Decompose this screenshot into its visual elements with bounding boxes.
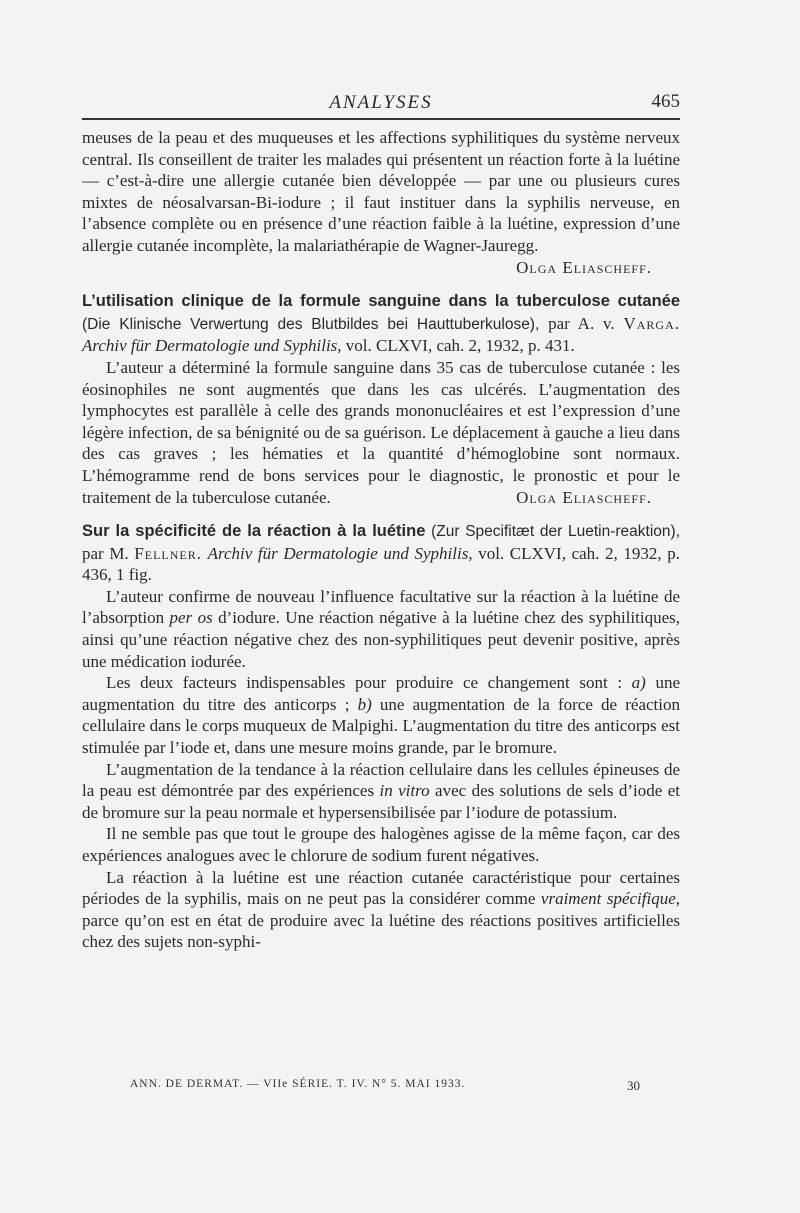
article-heading: [82, 290, 680, 357]
paragraph-text: d’iodure. Une réaction négative à la luétine chez des syphilitiques, ainsi qu’une réaction négative chez des non-syphilitiques peut devenir positive, après une médication iodurée.: [82, 608, 680, 671]
running-title: ANALYSES: [329, 92, 433, 113]
paragraph-text: avec des solutions de sels d’iode et de bromure sur la peau normale et hypersensibilisée par l’iodure de potassium.: [82, 781, 680, 822]
page-body: [82, 127, 680, 953]
author-signature: Olga Eliascheff.: [516, 257, 652, 277]
paragraph-text: L’auteur confirme de nouveau l’influence facultative sur la réaction à la luétine de l’absorption: [82, 586, 680, 628]
author-signature: Olga Eliascheff.: [516, 487, 652, 507]
emphasis: vraiment spécifique,: [540, 889, 680, 909]
article-luetin-specificity: [82, 520, 680, 953]
article-paragraph: Il ne semble pas que tout le groupe des halogènes agisse de la même façon, car des expériences analogues avec le chlorure de sodium furent négatives.: [82, 824, 680, 865]
article-blood-formula: [82, 290, 680, 508]
citation: vol. CLXVI, cah. 2, 1932, p. 431.: [345, 336, 575, 356]
paragraph-text: La réaction à la luétine est une réaction cutanée caractéristique pour certaines périodes de la syphilis, mais on ne peut pas la considérer comme: [82, 867, 680, 909]
emphasis: per os: [169, 608, 213, 628]
paragraph-text: Les deux facteurs indispensables pour produire ce changement sont :: [106, 673, 632, 693]
journal-issue-line: ANN. DE DERMAT. — VIIe SÉRIE. T. IV. N° 5. MAI 1933.: [130, 1078, 466, 1090]
paragraph-text: une augmentation du titre des anticorps ;: [82, 673, 680, 714]
intro-paragraph: meuses de la peau et des muqueuses et les affections syphilitiques du système nerveux central. Ils conseillent de traiter les malades qui présentent un réaction forte à la luétine — c’est-à-dire une allergie cutanée bien développée — par une ou plusieurs cures mixtes de néosalvarsan-Bi-iodure ; il faut instituer dans la syphilis nerveuse, en l’absence complète ou en présence d’une réaction faible à la luétine, expression d’une allergie cutanée incomplète, la malariathérapie de Wagner-Jauregg.: [82, 128, 680, 255]
page-footer: [130, 1078, 640, 1093]
article-author: Varga.: [623, 313, 680, 333]
article-title: L’utilisation clinique de la formule sanguine dans la tuberculose cutanée: [82, 292, 680, 311]
page-number: 465: [651, 91, 680, 112]
article-paragraph: [82, 672, 680, 758]
article-paragraph: [82, 586, 680, 672]
by-label: par A. v.: [548, 313, 615, 333]
article-heading: [82, 520, 680, 586]
by-label: par M.: [82, 543, 129, 563]
emphasis: a): [631, 673, 646, 693]
article-paragraph: [82, 357, 680, 508]
citation: vol. CLXVI, cah. 2, 1932, p. 436, 1 fig.: [82, 543, 680, 585]
original-title: (Die Klinische Verwertung des Blutbildes bei Hauttuberkulose),: [82, 315, 540, 333]
paragraph-text: parce qu’on est en état de produire avec la luétine des réactions positives artificielles chez des sujets non-syphi-: [82, 910, 680, 952]
page-header: [82, 88, 680, 120]
article-paragraph: [82, 867, 680, 953]
article-author: Fellner.: [134, 543, 202, 563]
emphasis: b): [357, 694, 372, 714]
emphasis: in vitro: [379, 781, 430, 801]
journal-name: Archiv für Dermatologie und Syphilis,: [82, 336, 342, 356]
sheet-number: 30: [627, 1078, 640, 1093]
article-title: Sur la spécificité de la réaction à la luétine: [82, 522, 426, 541]
journal-name: Archiv für Dermatologie und Syphilis,: [207, 543, 473, 563]
original-title: (Zur Specifitæt der Luetin-reaktion),: [431, 523, 680, 541]
article-paragraph: [82, 759, 680, 824]
intro-signature: [82, 257, 680, 279]
paragraph-text: L’augmentation de la tendance à la réaction cellulaire dans les cellules épineuses de la peau est démontrée par des expériences: [82, 759, 680, 801]
paragraph-text: une augmentation de la force de réaction cellulaire dans le corps muqueux de Malpighi. L’augmentation du titre des anticorps est stimulée par l’iode et, dans une mesure moins grande, par le bromure.: [82, 694, 681, 758]
paragraph-text: L’auteur a déterminé la formule sanguine dans 35 cas de tuberculose cutanée : les éosinophiles ne sont augmentés que dans les cas ulcérés. L’augmentation des lymphocytes est parallèle à celle des grands mononucléaires et est l’expression d’une légère infection, de sa bénignité ou de sa guérison. Le déplacement à gauche a lieu dans des cas graves ; les hématies et la quantité d’hémoglobine sont normaux. L’hémogramme rend de bons services pour le diagnostic, le pronostic et pour le traitement de la tuberculose cutanée.: [82, 357, 680, 507]
